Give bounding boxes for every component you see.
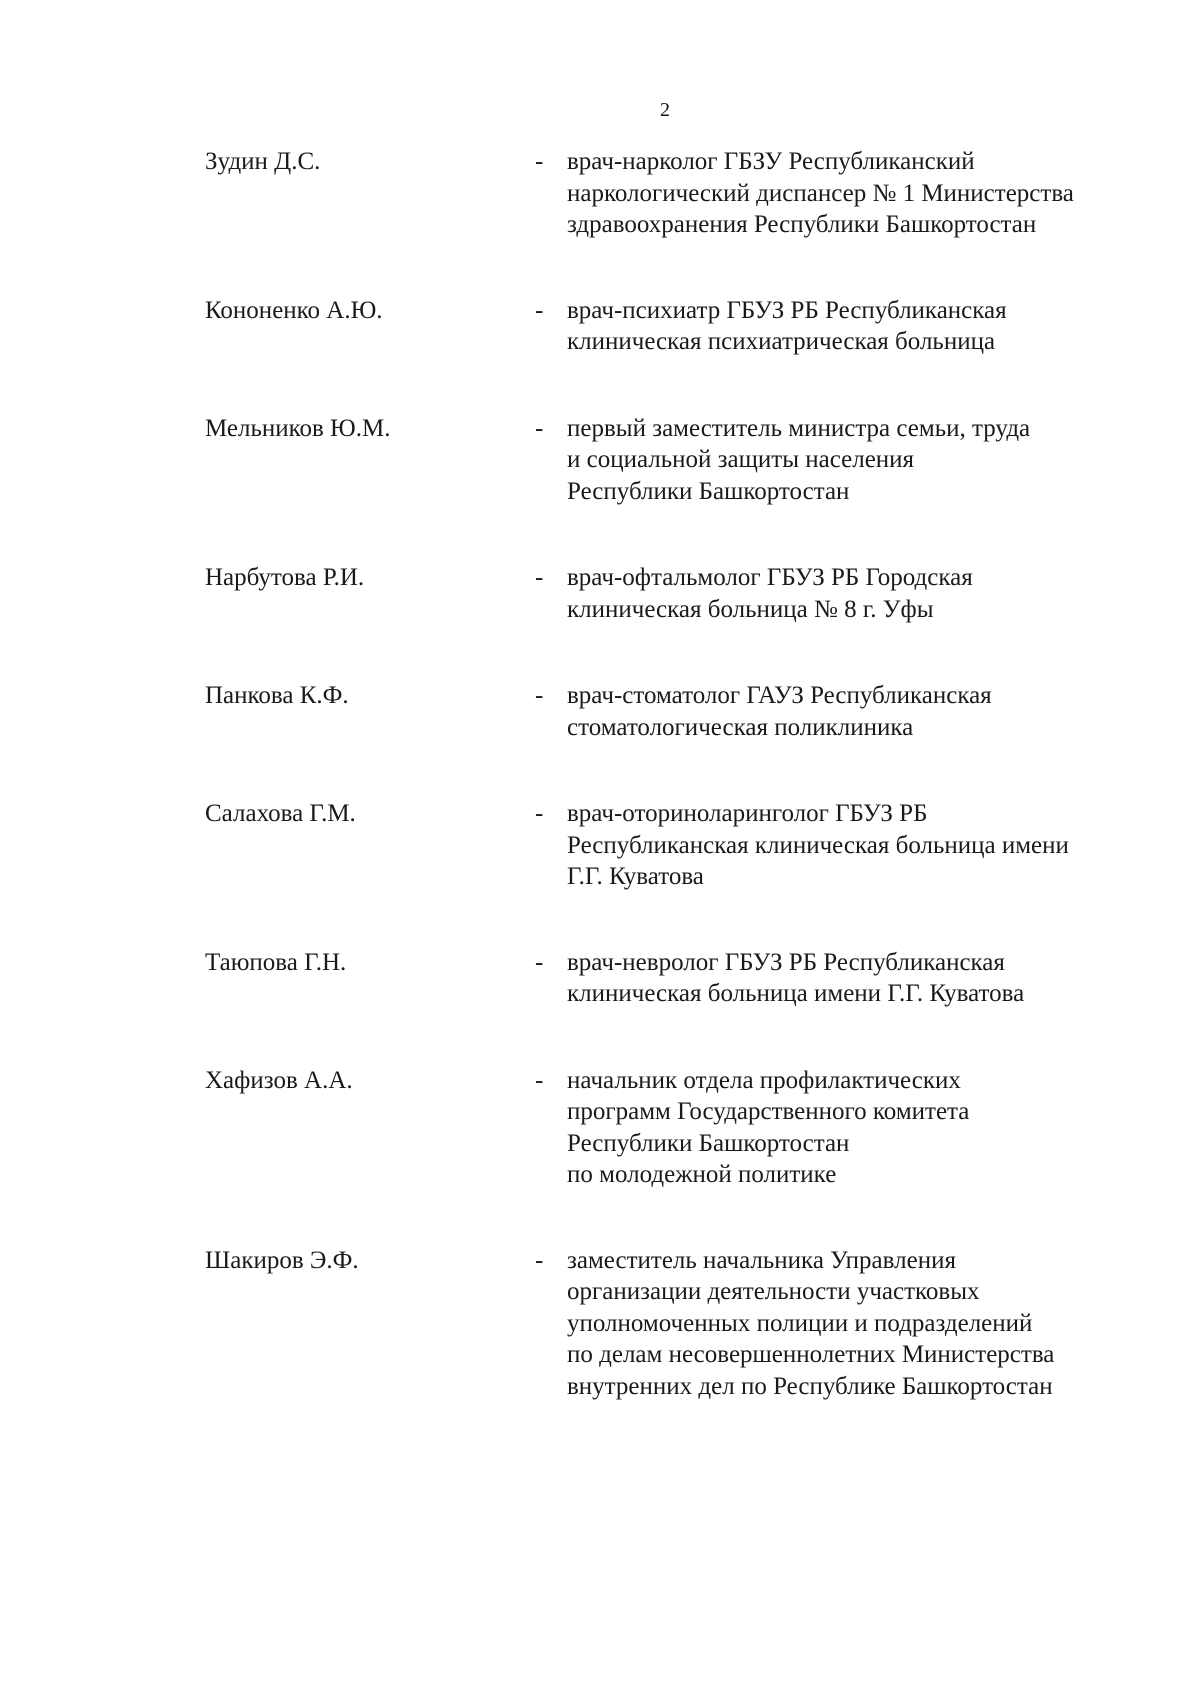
member-position-line: начальник отдела профилактических bbox=[567, 1066, 961, 1094]
member-name: Хафизов А.А. bbox=[205, 1066, 353, 1094]
member-name: Шакиров Э.Ф. bbox=[205, 1246, 359, 1274]
member-name: Таюпова Г.Н. bbox=[205, 948, 347, 976]
member-entry bbox=[205, 146, 1125, 241]
member-dash: - bbox=[535, 682, 544, 709]
member-position-line: Республики Башкортостан bbox=[567, 1129, 850, 1157]
member-position-line: уполномоченных полиции и подразделений bbox=[567, 1309, 1033, 1337]
member-position bbox=[567, 947, 1125, 1010]
member-position bbox=[567, 146, 1125, 241]
member-position-line: клиническая больница № 8 г. Уфы bbox=[567, 595, 934, 623]
member-position-line: Г.Г. Куватова bbox=[567, 863, 704, 890]
member-entry bbox=[205, 413, 1125, 508]
member-position bbox=[567, 798, 1125, 893]
member-dash: - bbox=[535, 296, 544, 324]
member-dash: - bbox=[535, 148, 544, 175]
member-position bbox=[567, 1065, 1125, 1191]
member-entry bbox=[205, 798, 1125, 893]
member-position-line: организации деятельности участковых bbox=[567, 1278, 980, 1305]
member-position-line: врач-невролог ГБУЗ РБ Республиканская bbox=[567, 948, 1005, 976]
member-entry bbox=[205, 295, 1125, 358]
member-position-line: Республиканская клиническая больница имени bbox=[567, 831, 1069, 859]
member-name: Панкова К.Ф. bbox=[205, 682, 349, 709]
member-position-line: внутренних дел по Республике Башкортостан bbox=[567, 1372, 1053, 1400]
member-position-line: заместитель начальника Управления bbox=[567, 1246, 956, 1274]
member-position-line: программ Государственного комитета bbox=[567, 1098, 970, 1125]
member-entry bbox=[205, 680, 1125, 743]
member-position-line: здравоохранения Республики Башкортостан bbox=[567, 211, 1037, 238]
member-position-line: клиническая больница имени Г.Г. Куватова bbox=[567, 980, 1025, 1007]
member-entry bbox=[205, 947, 1125, 1010]
member-name: Мельников Ю.М. bbox=[205, 414, 391, 442]
member-dash: - bbox=[535, 1066, 544, 1094]
member-position-line: по делам несовершеннолетних Министерства bbox=[567, 1341, 1055, 1368]
member-name: Нарбутова Р.И. bbox=[205, 564, 365, 591]
member-dash: - bbox=[535, 948, 544, 976]
member-list bbox=[205, 146, 1125, 1402]
member-position-line: клиническая психиатрическая больница bbox=[567, 328, 996, 355]
member-position-line: наркологический диспансер № 1 Министерства bbox=[567, 179, 1074, 207]
member-position-line: первый заместитель министра семьи, труда bbox=[567, 414, 1031, 442]
member-position bbox=[567, 680, 1125, 743]
member-position-line: стоматологическая поликлиника bbox=[567, 713, 914, 741]
member-dash: - bbox=[535, 1246, 544, 1274]
member-position-line: и социальной защиты населения bbox=[567, 446, 915, 473]
member-position-line: врач-оториноларинголог ГБУЗ РБ bbox=[567, 800, 928, 827]
member-position-line: врач-офтальмолог ГБУЗ РБ Городская bbox=[567, 564, 973, 591]
member-position-line: Республики Башкортостан bbox=[567, 477, 850, 505]
member-position bbox=[567, 1245, 1125, 1403]
member-dash: - bbox=[535, 414, 544, 442]
member-position-line: врач-нарколог ГБЗУ Республиканский bbox=[567, 148, 975, 175]
member-position-line: по молодежной политике bbox=[567, 1161, 837, 1188]
member-position bbox=[567, 295, 1125, 358]
member-dash: - bbox=[535, 800, 544, 827]
member-entry bbox=[205, 1245, 1125, 1403]
member-name: Зудин Д.С. bbox=[205, 148, 321, 175]
member-position-line: врач-стоматолог ГАУЗ Республиканская bbox=[567, 682, 992, 709]
member-dash: - bbox=[535, 564, 544, 591]
member-position bbox=[567, 413, 1125, 508]
member-entry bbox=[205, 562, 1125, 625]
member-name: Салахова Г.М. bbox=[205, 800, 356, 827]
member-entry bbox=[205, 1065, 1125, 1191]
member-position bbox=[567, 562, 1125, 625]
member-position-line: врач-психиатр ГБУЗ РБ Республиканская bbox=[567, 296, 1007, 324]
page-number: 2 bbox=[660, 99, 670, 121]
member-name: Кононенко А.Ю. bbox=[205, 296, 383, 324]
